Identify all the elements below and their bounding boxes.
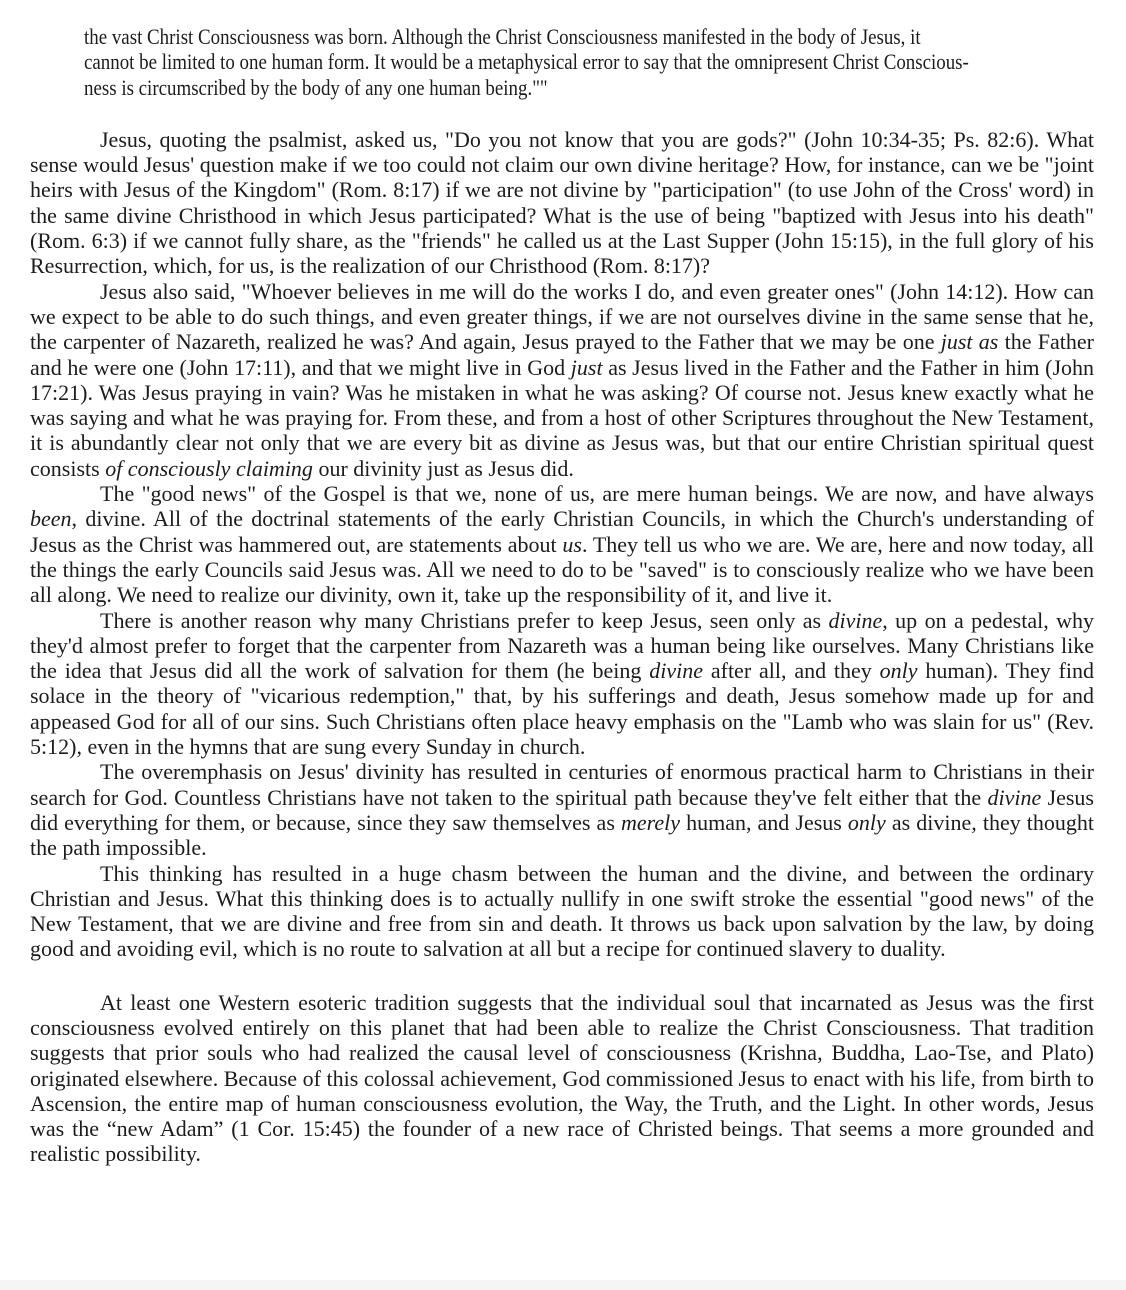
text-run: The overemphasis on Jesus' divinity has resulted in centuries of enormous practical harm to Christians in their search for God. Countless Christians have not taken to the spiritual path because they've felt either that the <box>30 759 1094 810</box>
blockquote <box>84 24 1126 100</box>
text-run: , up on a pedestal, why they'd almost prefer to forget that the carpenter from Nazareth was a human being like ourselves. Many Christians like the idea that Jesus did all the work of salvation for them (he being <box>30 607 1094 684</box>
text-run: as divine, they thought the path impossible. <box>30 809 1095 861</box>
footer-band <box>0 1280 1126 1290</box>
text-run: human). They find solace in the theory of "vicarious redemption," that, by his sufferings and death, Jesus somehow made up for and appeased God for all of our sins. Such Christians often place heavy emphasis on the "Lamb who was slain for us" (Rev. 5:12), even in the hymns that are sung every Sunday in church. <box>30 658 1094 760</box>
text-run: Jesus did everything for them, or because, since they saw themselves as <box>30 784 1094 835</box>
text-run: At least one Western esoteric tradition suggests that the individual soul that incarnated as Jesus was the first consciousness evolved entirely on this planet that had been able to realize the Christ Consciousness. That tradition suggests that prior souls who had realized the causal level of consciousness (Krishna, Buddha, Lao-Tse, and Plato) originated elsewhere. Because of this colossal achievement, God commissioned Jesus to enact with his life, from birth to Ascension, the entire map of human consciousness evolution, the Way, the Truth, and the Light. In other words, Jesus was the “new Adam” (1 Cor. 15:45) the founder of a new race of Christed beings. That seems a more grounded and realistic possibility. <box>30 989 1094 1167</box>
text-run-italic: divine <box>649 658 704 684</box>
text-run: , divine. All of the doctrinal statements of the early Christian Councils, in which the Church's understanding of Jesus as the Christ was hammered out, are statements about <box>30 506 1094 557</box>
text-run-italic: us <box>562 531 582 557</box>
text-run-italic: divine <box>828 607 883 633</box>
blockquote-line: cannot be limited to one human form. It would be a metaphysical error to say that the omnipresent Christ Conscious- <box>84 49 969 75</box>
paragraph <box>30 608 1094 760</box>
text-run-italic: only <box>879 658 918 684</box>
text-run-italic: of consciously claiming <box>105 455 313 481</box>
paragraph <box>30 279 1094 481</box>
blockquote-line: the vast Christ Consciousness was born. Although the Christ Consciousness manifested in the body of Jesus, it <box>84 24 921 49</box>
blockquote-line: ness is circumscribed by the body of any one human being."" <box>84 74 548 100</box>
text-run-italic: just as <box>940 329 999 355</box>
text-run: Jesus, quoting the psalmist, asked us, "Do you not know that you are gods?" (John 10:34-35; Ps. 82:6). What sense would Jesus' question make if we too could not claim our own divine heritage? How, for instance, can we be "joint heirs with Jesus of the Kingdom" (Rom. 8:17) if we are not divine by "participation" (to use John of the Cross' word) in the same divine Christhood in which Jesus participated? What is the use of being "baptized with Jesus into his death" (Rom. 6:3) if we cannot fully share, as the "friends" he called us at the Last Supper (John 15:15), in the full glory of his Resurrection, which, for us, is the realization of our Christhood (Rom. 8:17)? <box>30 126 1094 279</box>
text-run: as Jesus lived in the Father and the Father in him (John 17:21). Was Jesus praying in vain? Was he mistaken in what he was asking? Of course not. Jesus knew exactly what he was saying and what he was praying for. From these, and from a host of other Scriptures throughout the New Testament, it is abundantly clear not only that we are every bit as divine as Jesus was, but that our entire Christian spiritual quest consists <box>30 354 1095 481</box>
paragraph <box>30 481 1094 607</box>
text-run-italic: merely <box>620 809 681 835</box>
text-run: our divinity just as Jesus did. <box>312 455 574 481</box>
document-body <box>30 127 1094 1167</box>
text-run-italic: been <box>30 506 72 532</box>
text-run-italic: divine <box>987 784 1042 810</box>
paragraph <box>30 990 1094 1167</box>
paragraph <box>30 759 1094 860</box>
text-run: Jesus also said, "Whoever believes in me will do the works I do, and even greater ones" (John 14:12). How can we expect to be able to do such things, and even greater things, if we are not ourselves divine in the same sense that he, the carpenter of Nazareth, realized he was? And again, Jesus prayed to the Father that we may be one <box>30 278 1094 355</box>
paragraph <box>30 127 1094 279</box>
text-run: after all, and they <box>703 658 880 684</box>
text-run: The "good news" of the Gospel is that we, none of us, are mere human beings. We are now, and have always <box>100 481 1094 507</box>
text-run-italic: only <box>847 809 886 835</box>
blockquote-lines <box>84 24 1116 100</box>
text-run: human, and Jesus <box>680 809 848 835</box>
text-run: There is another reason why many Christians prefer to keep Jesus, seen only as <box>100 607 829 633</box>
text-run: This thinking has resulted in a huge chasm between the human and the divine, and between the ordinary Christian and Jesus. What this thinking does is to actually nullify in one swift stroke the essential "good news" of the New Testament, that we are divine and free from sin and death. It throws us back upon salvation by the law, by doing good and avoiding evil, which is no route to salvation at all but a recipe for continued slavery to duality. <box>30 860 1094 962</box>
text-run: the Father and he were one (John 17:11), and that we might live in God <box>30 329 1094 380</box>
paragraph <box>30 861 1094 962</box>
text-run: . They tell us who we are. We are, here and now today, all the things the early Councils said Jesus was. All we need to do to be "saved" is to consciously realize who we have been all along. We need to realize our divinity, own it, take up the responsibility of it, and live it. <box>30 531 1094 608</box>
text-run-italic: just <box>570 354 603 380</box>
